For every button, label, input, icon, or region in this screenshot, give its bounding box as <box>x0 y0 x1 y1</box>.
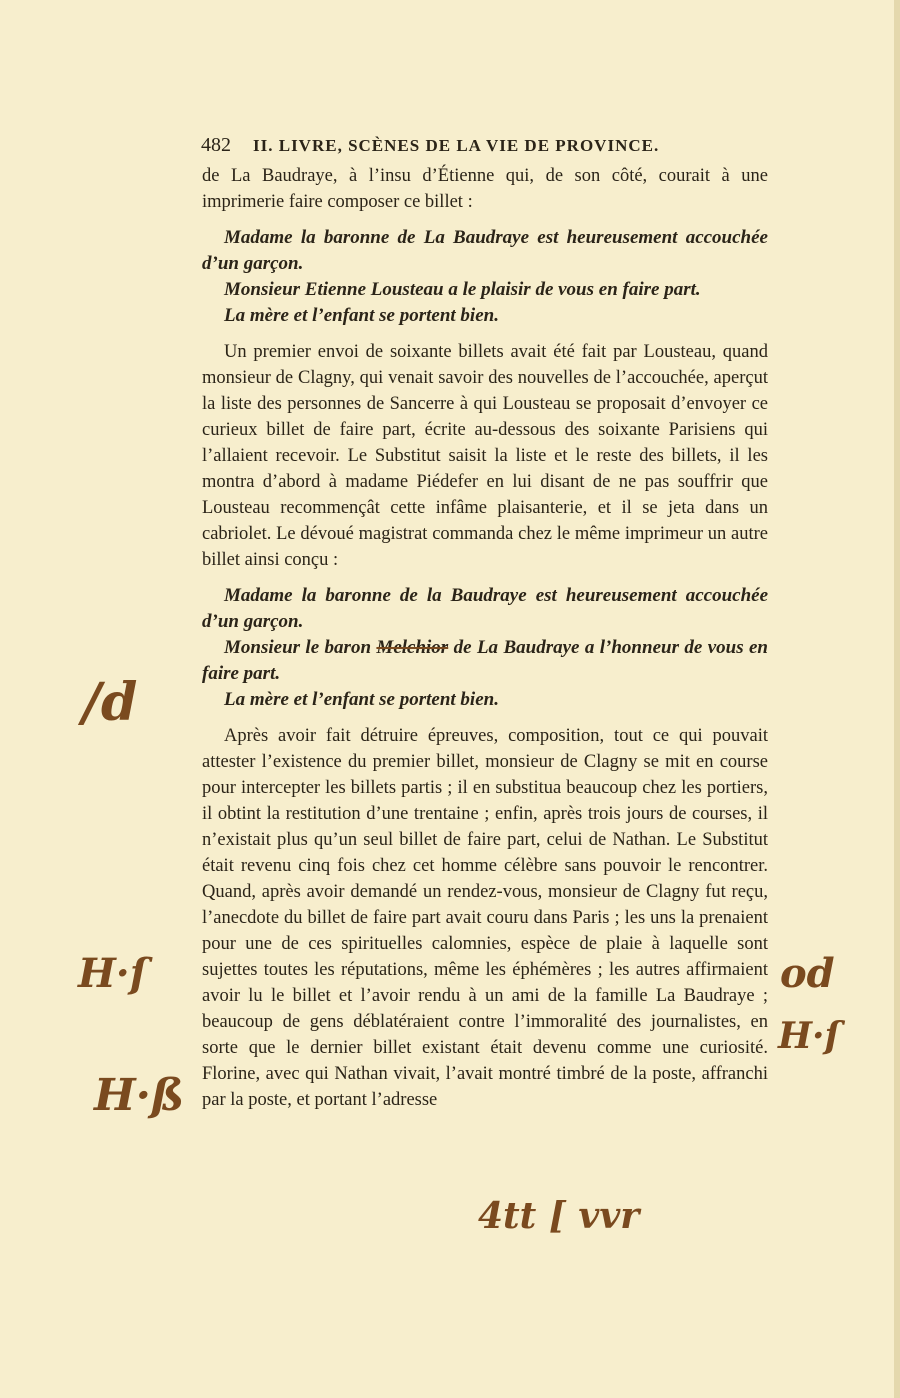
paragraph-first-mailing: Un premier envoi de soixante billets avait été fait par Lousteau, quand monsieur de Clagny, qui venait savoir des nouvelles de l’accouchée, aperçut la liste des personnes de Sancerre à qui Lousteau se proposait d’envoyer ce curieux billet de faire part, écrite au-dessous des soixante Parisiens qui l’allaient recevoir. Le Substitut saisit la liste et le reste des billets, il les montra d’abord à madame Piédefer en lui disant de ne pas souffrir que Lousteau recommençât cette infâme plaisanterie, et il se jeta dans un cabriolet. Le dévoué magistrat commanda chez le même imprimeur un autre billet ainsi conçu : <box>202 342 768 570</box>
paragraph-intro: de La Baudraye, à l’insu d’Étienne qui, de son côté, courait à une imprimerie faire composer ce billet : <box>202 166 768 212</box>
notice-text: Monsieur le baron <box>224 637 377 658</box>
paragraph-interception: Après avoir fait détruire épreuves, composition, tout ce qui pouvait attester l’existence du premier billet, monsieur de Clagny se mit en course pour intercepter les billets partis ; il en substitua beaucoup chez les portiers, il obtint la restitution d’une trentaine ; enfin, après trois jours de courses, il n’existait plus qu’un seul billet de faire part, celui de Nathan. Le Substitut était revenu cinq fois chez cet homme célèbre sans pouvoir le rencontrer. Quand, après avoir demandé un rendez-vous, monsieur de Clagny fut reçu, l’anecdote du billet de faire part avait couru dans Paris ; les uns la prenaient pour une de ces spirituelles calomnies, espèce de plaie à laquelle sont sujettes toutes les réputations, même les éphémères ; les autres affirmaient avoir lu le billet et l’avoir rendu à un ami de la famille La Baudraye ; beaucoup de gens déblatéraient contre l’immoralité des journalistes, en sorte que le dernier billet existant était devenu comme une curiosité. Florine, avec qui Nathan vivait, l’avait montré timbré de la poste, affranchi par la poste, et portant l’adresse <box>202 726 768 1110</box>
birth-notice-original <box>202 225 768 329</box>
margin-annotation: H·ſ <box>778 1015 841 1057</box>
notice-line: La mère et l’enfant se portent bien. <box>224 689 499 710</box>
notice-text: de La Baudraye a l’honneur de vous en faire part. <box>202 637 768 684</box>
page-header <box>201 134 771 157</box>
notice-line: Monsieur Etienne Lousteau a le plaisir de vous en faire part. <box>224 279 701 300</box>
notice-line <box>202 635 768 687</box>
margin-annotation: /d <box>82 672 138 733</box>
birth-notice-corrected <box>202 583 768 713</box>
body-text <box>202 163 768 1113</box>
struck-word: Melchior <box>376 637 449 658</box>
notice-line: Madame la baronne de la Baudraye est heureusement accouchée d’un garçon. <box>202 585 768 632</box>
running-title: II. LIVRE, SCÈNES DE LA VIE DE PROVINCE. <box>253 136 660 155</box>
notice-line: La mère et l’enfant se portent bien. <box>224 305 499 326</box>
margin-annotation: od <box>780 950 835 997</box>
margin-annotation: H·ß <box>94 1070 185 1121</box>
footer-annotation: 4tt [ vvr <box>478 1195 640 1237</box>
page-number: 482 <box>201 134 231 156</box>
page-edge <box>894 0 900 1398</box>
margin-annotation: H·ſ <box>78 950 147 997</box>
notice-line: Madame la baronne de La Baudraye est heureusement accouchée d’un garçon. <box>202 227 768 274</box>
